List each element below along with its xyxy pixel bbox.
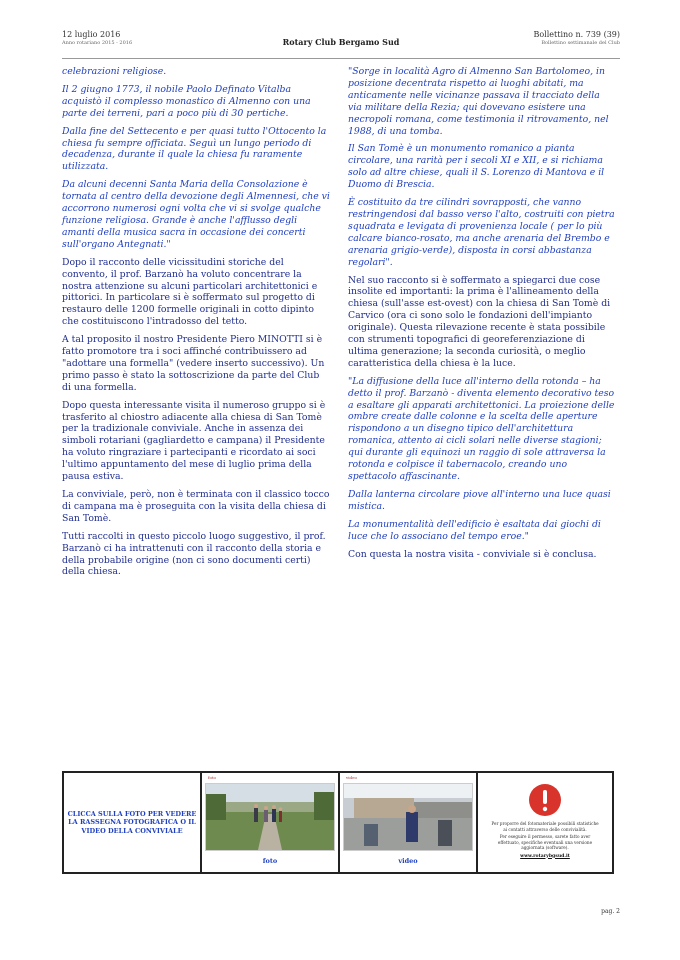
header-date-sub: Anno rotariano 2015 - 2016 [62, 40, 133, 46]
paragraph: La monumentalità dell'edificio è esaltata dai giochi di luce che lo associano del tempo eroe." [348, 518, 601, 542]
paragraph: "La diffusione della luce all'interno della rotonda – ha detto il prof. Barzanò - diventa elemento decorativo teso a esaltare gli apparati architettonici. La proiezione delle ombre create dalle colonne e la scelta delle aperture rispondono a un disegno tipico dell'architettura romanica, attento ai cicli solari nelle diverse stagioni; qui durante gli equinozi un raggio di sole attraversa la rotonda e colpisce il tabernacolo, creando uno spettacolo affascinante. [348, 375, 615, 482]
paragraph: Il San Tomè è un monumento romanico a pianta circolare, una rarità per i secoli XI e XII, e si richiama solo ad altre chiese, quali il S. Lorenzo di Mantova e il Duomo di Brescia. [348, 143, 605, 191]
video-caption[interactable]: video [398, 857, 418, 865]
paragraph: A tal proposito il nostro Presidente Piero MINOTTI si è fatto promotore tra i soci affinché contribuissero ad "adottare una formella" (vedere inserto successivo). Un primo passo è stato la sottoscrizione da parte del Club di una formella. [62, 334, 325, 393]
left-column [62, 66, 330, 584]
paragraph: Il 2 giugno 1773, il nobile Paolo Definato Vitalba acquistò il complesso monastico di Almenno con una parte dei terreni, pari a poco più di 30 pertiche. [62, 83, 311, 119]
paragraph: Dopo questa interessante visita il numeroso gruppo si è trasferito al chiostro adiacente alla chiesa di San Tomè per la tradizionale conviviale. Anche in assenza dei simboli rotariani (gagliardetto e campana) il Presidente ha voluto ringraziare i partecipanti e ricordato ai soci l'ultimo appuntamento del mese di luglio prima della pausa estiva. [62, 399, 326, 483]
notice-text: Per eseguire il permesso, sarete fatto aver effettuato, specifiche eventuali una versione aggiornata (software). [497, 834, 593, 850]
header-bulletin: Bollettino n. 739 (39) [533, 30, 620, 39]
video-link[interactable] [340, 773, 476, 872]
header-bulletin-block [533, 30, 620, 48]
notice-panel [478, 773, 612, 872]
paragraph: Dalla fine del Settecento e per quasi tutto l'Ottocento la chiesa fu sempre officiata. Seguì un lungo periodo di decadenza, durante il quale la chiesa fu raramente utilizzata. [62, 125, 327, 173]
header-title: Rotary Club Bergamo Sud [282, 37, 400, 47]
paragraph: Dalla lanterna circolare piove all'interno una luce quasi mistica. [348, 488, 611, 512]
paragraph: Dopo il racconto delle vicissitudini storiche del convento, il prof. Barzanò ha voluto concentrare la nostra attenzione su alcuni particolari architettonici e pittorici. In particolare si è soffermato sul progetto di restauro delle 1200 formelle originali in cotto dipinto che costituiscono l'intradosso del tetto. [62, 256, 318, 328]
header-bulletin-sub: Bollettino settimanale del Club [541, 40, 620, 46]
video-thumbnail[interactable] [343, 783, 473, 851]
page-number: pag. 2 [601, 908, 620, 915]
page-header [62, 30, 620, 56]
media-banner [62, 771, 614, 874]
paragraph: È costituito da tre cilindri sovrapposti, che vanno restringendosi dal basso verso l'alto, costruiti con pietra squadrata e levigata di provenienza locale ( per lo più calcare bianco-rosato, ma anche arenaria del Brembo e arenaria grigio-verde), disposta in corsi abbastanza regolari". [348, 197, 615, 268]
paragraph: "Sorge in località Agro di Almenno San Bartolomeo, in posizione decentrata rispetto ai luoghi abitati, ma anticamente nelle vicinanze passava il tracciato della via militare della Rezia; qui dovevano esistere una necropoli romana, come testimonia il ritrovamento, nel 1988, di una tomba. [348, 66, 609, 137]
photo-thumbnail[interactable] [205, 783, 335, 851]
warning-icon [528, 783, 562, 817]
video-label: video [346, 775, 357, 780]
right-column [348, 66, 616, 566]
banner-cta [64, 773, 200, 872]
paragraph: Con questa la nostra visita - conviviale si è conclusa. [348, 548, 597, 560]
photo-label: foto [208, 775, 216, 780]
header-date: 12 luglio 2016 [62, 30, 121, 39]
notice-text: Per proporre del fotomateriale possibili statistiche ai contatti attraverso delle convivialità. [491, 821, 599, 832]
photo-caption[interactable]: foto [262, 857, 278, 865]
notice-link[interactable]: www.rotarybgsud.it [520, 853, 570, 859]
paragraph: La conviviale, però, non è terminata con il classico tocco di campana ma è proseguita con la visita della chiesa di San Tomè. [62, 489, 330, 524]
photo-thumbnail-image [206, 784, 334, 850]
video-thumbnail-image [344, 784, 472, 850]
paragraph: Tutti raccolti in questo piccolo luogo suggestivo, il prof. Barzanò ci ha intrattenuti con il racconto della storia e della probabile origine (non ci sono documenti certi) della chiesa. [62, 530, 326, 578]
header-divider [62, 58, 620, 59]
paragraph: celebrazioni religiose. [62, 66, 167, 77]
paragraph: Da alcuni decenni Santa Maria della Consolazione è tornata al centro della devozione degli Almennesi, che vi accorrono numerosi ogni volta che vi si svolge qualche funzione religiosa. Grande è anche l'afflusso degli amanti della musica sacra in occasione dei concerti sull'organo Antegnati." [62, 179, 330, 250]
banner-cta-text: CLICCA SULLA FOTO PER VEDERE LA RASSEGNA FOTOGRAFICA O IL VIDEO DELLA CONVIVIALE [67, 809, 197, 835]
paragraph: Nel suo racconto si è soffermato a spiegarci due cose insolite ed importanti: la prima è l'allineamento della chiesa (sull'asse est-ovest) con la chiesa di San Tomè di Carvico (ora ci sono solo le fondazioni dell'impianto originale). Questa rilevazione recente è stata possibile con strumenti topografici di georeferenziazione di ultima generazione; la seconda curiosità, o meglio caratteristica della chiesa è la luce. [348, 274, 611, 369]
photo-gallery-link[interactable] [202, 773, 338, 872]
